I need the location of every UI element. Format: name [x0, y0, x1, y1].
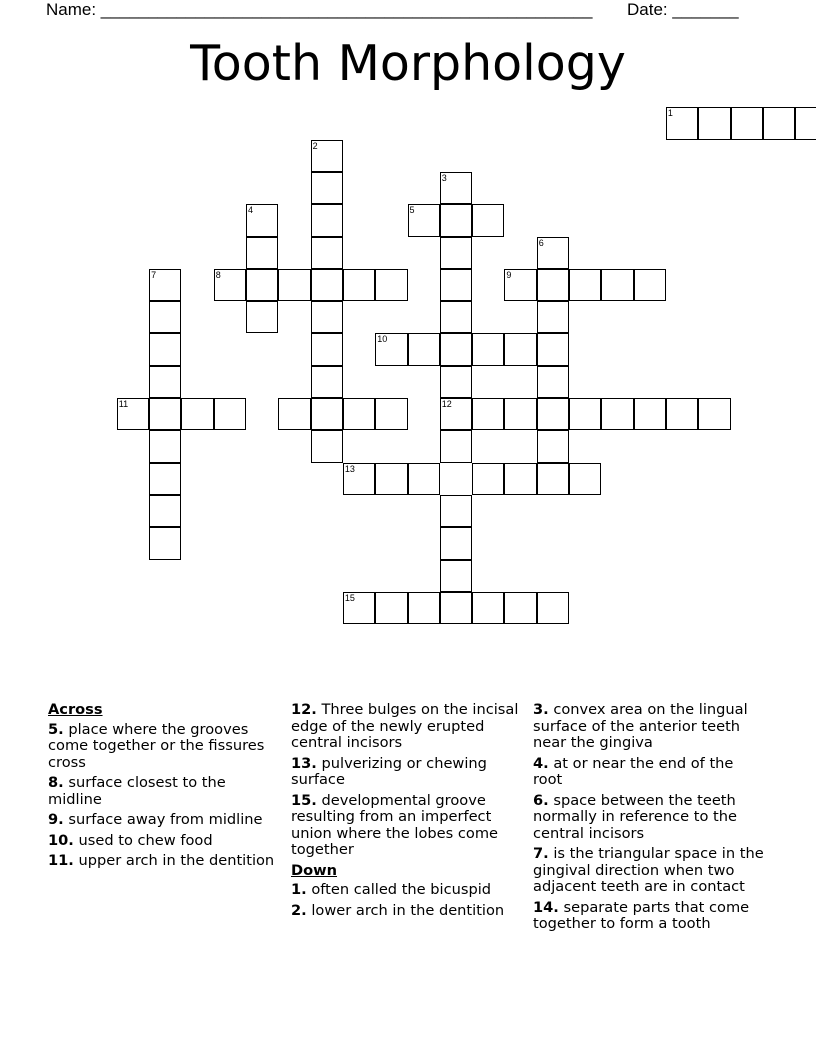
- grid-cell[interactable]: [440, 204, 472, 236]
- clue-text: upper arch in the dentition: [73, 852, 275, 869]
- clue-text: is the triangular space in the gingival direction when two adjacent teeth are in contact: [533, 845, 764, 895]
- cell-number: 3: [441, 172, 447, 183]
- grid-cell[interactable]: [537, 463, 569, 495]
- clue-number: 11.: [48, 852, 74, 869]
- clue-text: used to chew food: [73, 831, 213, 849]
- clue-number: 5.: [48, 720, 64, 738]
- grid-cell[interactable]: [181, 398, 213, 430]
- clue-number: 1.: [291, 881, 307, 898]
- grid-cell[interactable]: [149, 495, 181, 527]
- grid-cell[interactable]: [408, 463, 440, 495]
- grid-cell[interactable]: [666, 107, 698, 139]
- clue-number: 10.: [48, 831, 74, 849]
- grid-cell[interactable]: [343, 269, 375, 301]
- grid-cell[interactable]: [375, 463, 407, 495]
- cell-number: 9: [506, 269, 512, 280]
- grid-cell[interactable]: [311, 398, 343, 430]
- clue-number: 6.: [533, 791, 549, 809]
- clue-text: often called the bicuspid: [306, 881, 492, 898]
- grid-cell[interactable]: [440, 592, 472, 624]
- grid-cell[interactable]: [149, 527, 181, 559]
- grid-cell[interactable]: [537, 366, 569, 398]
- clue-number: 8.: [48, 774, 64, 791]
- grid-cell[interactable]: [601, 269, 633, 301]
- cell-number: 6: [538, 237, 544, 248]
- grid-cell[interactable]: [408, 204, 440, 236]
- grid-cell[interactable]: [569, 269, 601, 301]
- cell-number: 5: [409, 205, 415, 216]
- grid-cell[interactable]: [537, 592, 569, 624]
- cell-number: 7: [151, 269, 157, 280]
- clue-item: [48, 722, 280, 772]
- grid-cell[interactable]: [375, 398, 407, 430]
- grid-cell[interactable]: [731, 107, 763, 139]
- grid-cell[interactable]: [440, 237, 472, 269]
- grid-cell[interactable]: [343, 463, 375, 495]
- clue-text: convex area on the lingual surface of the anterior teeth near the gingiva: [533, 701, 748, 751]
- clue-item: [291, 903, 523, 920]
- clue-number: 4.: [533, 754, 549, 772]
- grid-cell[interactable]: [311, 333, 343, 365]
- clue-item: [533, 900, 765, 933]
- clue-item: [48, 812, 280, 829]
- clue-text: lower arch in the dentition: [306, 901, 505, 919]
- grid-cell[interactable]: [311, 366, 343, 398]
- grid-cell[interactable]: [311, 269, 343, 301]
- grid-cell[interactable]: [278, 398, 310, 430]
- clue-number: 7.: [533, 845, 549, 862]
- grid-cell[interactable]: [504, 592, 536, 624]
- grid-cell[interactable]: [149, 269, 181, 301]
- cell-number: 4: [248, 205, 254, 216]
- grid-cell[interactable]: [537, 398, 569, 430]
- cell-number: 15: [344, 592, 355, 603]
- grid-cell[interactable]: [440, 301, 472, 333]
- grid-cell[interactable]: [117, 398, 149, 430]
- grid-cell[interactable]: [472, 398, 504, 430]
- grid-cell[interactable]: [666, 398, 698, 430]
- cell-number: 8: [215, 269, 221, 280]
- grid-cell[interactable]: [375, 333, 407, 365]
- grid-cell[interactable]: [440, 527, 472, 559]
- grid-cell[interactable]: [504, 333, 536, 365]
- grid-cell[interactable]: [634, 269, 666, 301]
- grid-cell[interactable]: [246, 237, 278, 269]
- grid-cell[interactable]: [375, 592, 407, 624]
- cell-number: 12: [441, 399, 452, 409]
- grid-cell[interactable]: [311, 172, 343, 204]
- clue-text: surface away from midline: [63, 811, 263, 828]
- date-field-label: Date: _______: [627, 0, 739, 19]
- grid-cell[interactable]: [311, 430, 343, 462]
- clue-number: 12.: [291, 701, 317, 718]
- clue-item: [48, 775, 280, 808]
- grid-cell[interactable]: [311, 204, 343, 236]
- grid-cell[interactable]: [440, 172, 472, 204]
- grid-cell[interactable]: [149, 430, 181, 462]
- grid-cell[interactable]: [375, 269, 407, 301]
- grid-cell[interactable]: [311, 301, 343, 333]
- clue-text: space between the teeth normally in reference to the central incisors: [533, 791, 737, 842]
- grid-cell[interactable]: [440, 366, 472, 398]
- grid-cell[interactable]: [569, 463, 601, 495]
- clue-item: [291, 882, 523, 899]
- cell-number: 10: [377, 334, 388, 345]
- grid-cell[interactable]: [472, 592, 504, 624]
- grid-cell[interactable]: [698, 107, 730, 139]
- grid-cell[interactable]: [149, 333, 181, 365]
- grid-cell[interactable]: [440, 269, 472, 301]
- grid-cell[interactable]: [537, 301, 569, 333]
- clue-text: Three bulges on the incisal edge of the newly erupted central incisors: [291, 701, 519, 751]
- grid-cell[interactable]: [440, 430, 472, 462]
- grid-cell[interactable]: [601, 398, 633, 430]
- cell-number: 13: [344, 463, 355, 474]
- header-line: [46, 0, 786, 22]
- grid-cell[interactable]: [214, 269, 246, 301]
- clue-item: [48, 833, 280, 850]
- across-heading: Across: [48, 701, 103, 718]
- grid-cell[interactable]: [311, 140, 343, 172]
- grid-cell[interactable]: [698, 398, 730, 430]
- clues-column-2: [291, 702, 523, 923]
- clue-item: [533, 793, 765, 843]
- grid-cell[interactable]: [537, 333, 569, 365]
- clue-number: 9.: [48, 811, 64, 828]
- grid-cell[interactable]: [343, 398, 375, 430]
- grid-cell[interactable]: [246, 269, 278, 301]
- grid-cell[interactable]: [343, 592, 375, 624]
- grid-cell[interactable]: [504, 269, 536, 301]
- clue-text: surface closest to the midline: [48, 774, 226, 808]
- clue-number: 2.: [291, 901, 307, 919]
- clue-text: developmental groove resulting from an imperfect union where the lobes come together: [291, 791, 499, 858]
- clue-item: [291, 793, 523, 859]
- clues-column-1: [48, 702, 280, 874]
- grid-cell[interactable]: [278, 269, 310, 301]
- grid-cell[interactable]: [504, 463, 536, 495]
- cell-number: 11: [118, 399, 129, 409]
- grid-cell[interactable]: [472, 204, 504, 236]
- clue-item: [533, 846, 765, 896]
- clue-text: pulverizing or chewing surface: [291, 754, 487, 788]
- grid-cell[interactable]: [149, 398, 181, 430]
- grid-cell[interactable]: [472, 333, 504, 365]
- clues-column-3: [533, 702, 765, 937]
- page-title: Tooth Morphology: [190, 35, 626, 92]
- clue-text: place where the grooves come together or the fissures cross: [48, 720, 265, 771]
- clue-number: 3.: [533, 701, 549, 718]
- grid-cell[interactable]: [537, 269, 569, 301]
- grid-cell[interactable]: [569, 398, 601, 430]
- clue-text: separate parts that come together to form a tooth: [533, 898, 750, 932]
- grid-cell[interactable]: [149, 366, 181, 398]
- clue-item: [291, 702, 523, 752]
- clue-number: 15.: [291, 791, 317, 809]
- grid-cell[interactable]: [634, 398, 666, 430]
- grid-cell[interactable]: [246, 301, 278, 333]
- grid-cell[interactable]: [408, 592, 440, 624]
- grid-cell[interactable]: [311, 237, 343, 269]
- grid-cell[interactable]: [214, 398, 246, 430]
- clue-item: [533, 756, 765, 789]
- clue-text: at or near the end of the root: [533, 754, 734, 788]
- cell-number: 2: [312, 140, 318, 151]
- grid-cell[interactable]: [440, 398, 472, 430]
- clue-item: [48, 853, 280, 870]
- grid-cell[interactable]: [408, 333, 440, 365]
- grid-cell[interactable]: [440, 495, 472, 527]
- grid-cell[interactable]: [149, 301, 181, 333]
- clue-item: [291, 756, 523, 789]
- clue-number: 13.: [291, 754, 317, 772]
- grid-cell[interactable]: [537, 430, 569, 462]
- grid-cell[interactable]: [472, 463, 504, 495]
- grid-cell[interactable]: [795, 107, 816, 139]
- grid-cell[interactable]: [440, 333, 472, 365]
- clue-number: 14.: [533, 898, 559, 916]
- name-field-label: Name: ____________________________________________________: [46, 0, 593, 19]
- clue-item: [533, 702, 765, 752]
- grid-cell[interactable]: [763, 107, 795, 139]
- grid-cell[interactable]: [440, 560, 472, 592]
- grid-cell[interactable]: [246, 204, 278, 236]
- grid-cell[interactable]: [537, 237, 569, 269]
- down-heading: Down: [291, 861, 338, 879]
- grid-cell[interactable]: [149, 463, 181, 495]
- cell-number: 1: [667, 108, 673, 119]
- grid-cell[interactable]: [504, 398, 536, 430]
